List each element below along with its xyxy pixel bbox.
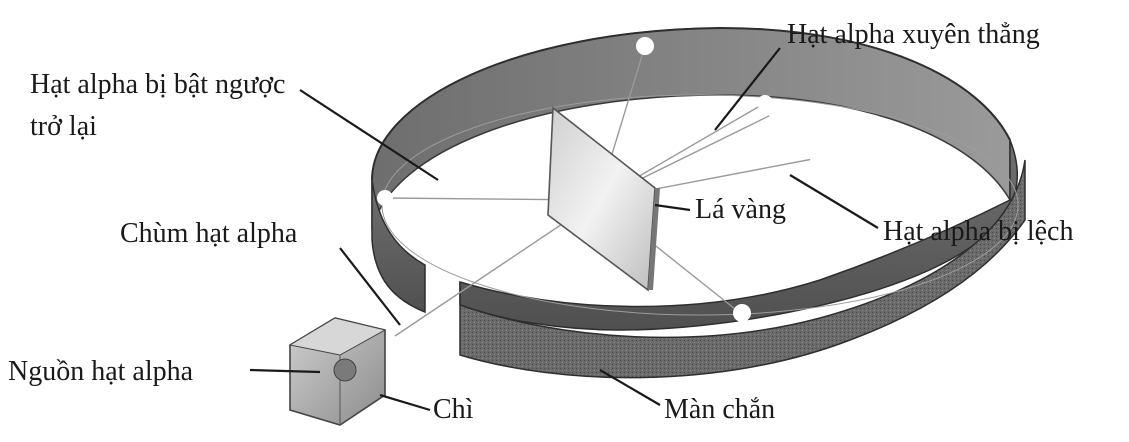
label-gold-foil: Lá vàng	[695, 194, 786, 225]
gold-foil	[548, 108, 660, 290]
label-lead: Chì	[433, 394, 474, 425]
label-deflected: Hạt alpha bị lệch	[883, 216, 1074, 247]
label-bounce-back-2: trở lại	[30, 111, 97, 142]
screen-front-lower	[460, 160, 1025, 378]
label-straight: Hạt alpha xuyên thẳng	[787, 19, 1040, 50]
label-source: Nguồn hạt alpha	[8, 356, 194, 387]
source-opening	[334, 359, 356, 381]
screen-back-wall	[372, 28, 1010, 230]
label-screen: Màn chắn	[664, 394, 776, 425]
label-bounce-back-1: Hạt alpha bị bật ngược	[30, 69, 286, 100]
label-beam: Chùm hạt alpha	[120, 218, 298, 249]
